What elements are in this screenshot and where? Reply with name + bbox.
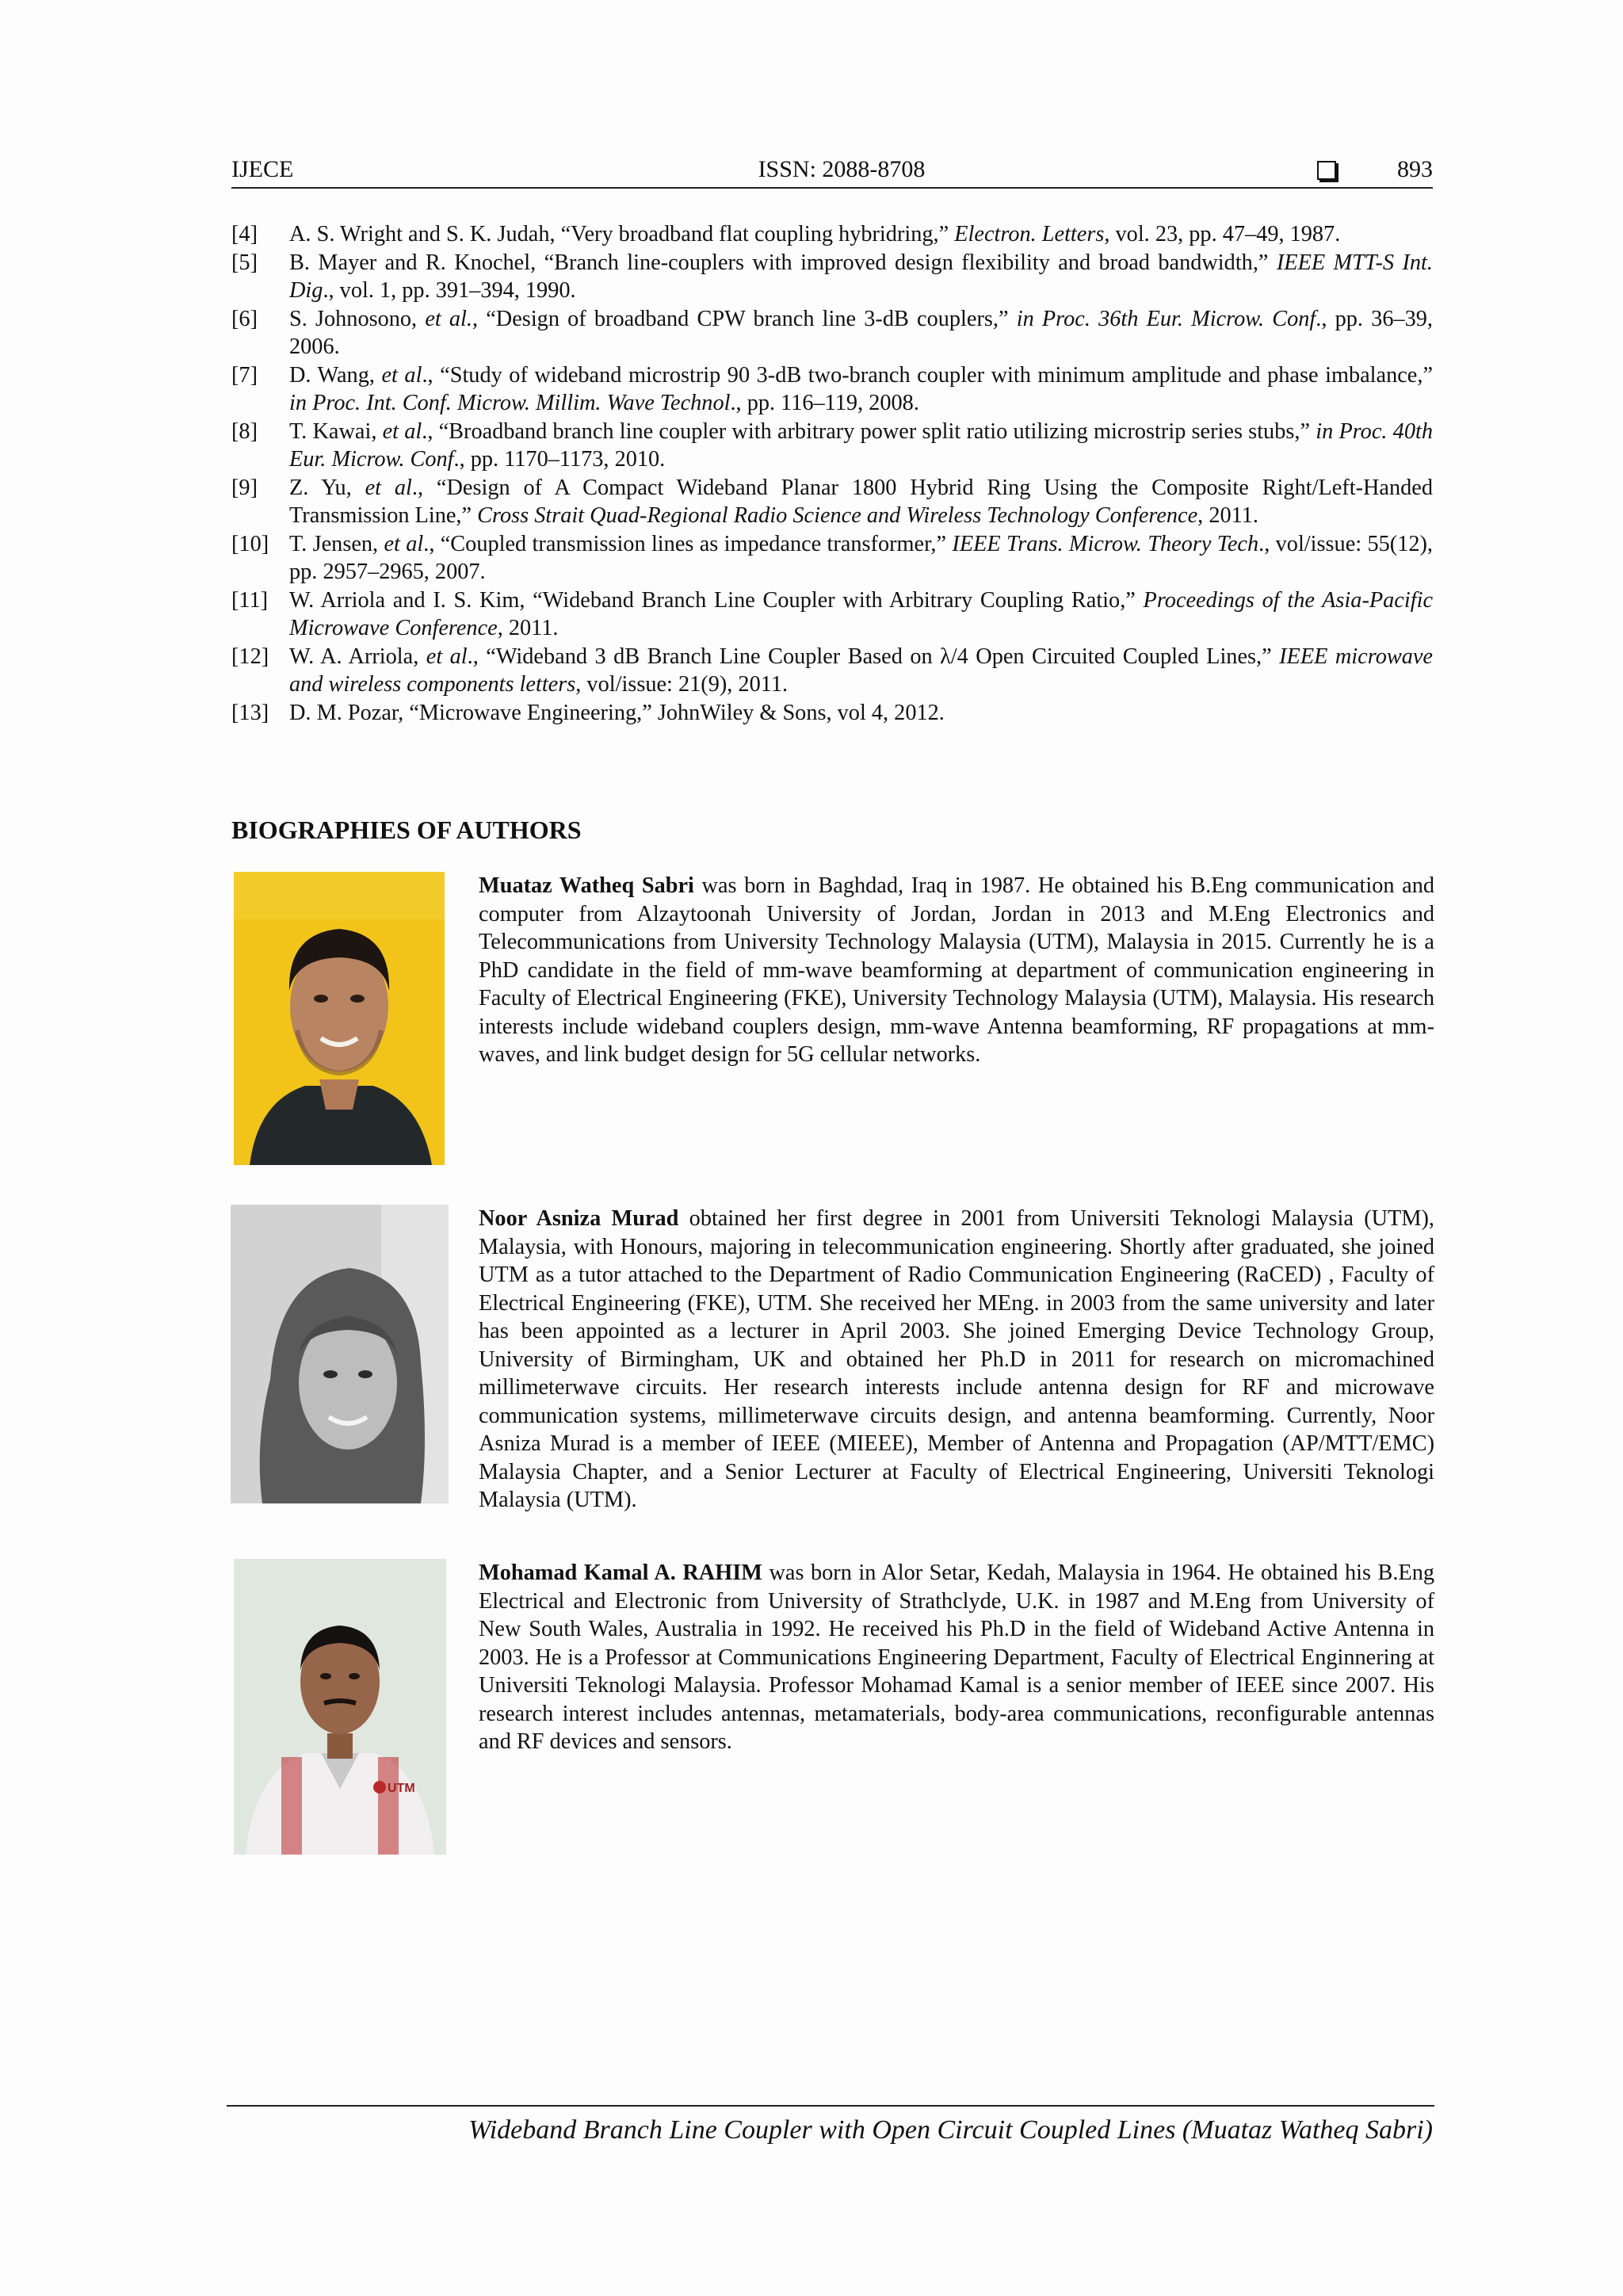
reference-segment: ., “Design of A Compact Wideband Planar 1800 Hybrid Ring Using the Composite Right/Left-Handed Transmission Line,” xyxy=(289,475,1433,528)
uniform-logo-text: UTM xyxy=(388,1782,415,1795)
reference-italic-segment: et al xyxy=(382,418,422,444)
reference-segment: Z. Yu, xyxy=(289,475,365,500)
reference-italic-segment: et al xyxy=(426,644,468,669)
reference-text xyxy=(289,588,1433,641)
reference-segment: , vol/issue: 21(9), 2011. xyxy=(575,672,789,697)
reference-italic-segment: Cross Strait Quad-Regional Radio Science and Wireless Technology Conference xyxy=(477,503,1198,528)
reference-text xyxy=(289,476,1433,529)
author-photo-murad xyxy=(231,1205,449,1503)
reference-item xyxy=(231,699,1433,728)
reference-segment: ., pp. 116–119, 2008. xyxy=(730,391,919,415)
reference-italic-segment: IEEE microwave and wireless components letters xyxy=(289,644,1433,697)
reference-segment: ., “Broadband branch line coupler with arbitrary power split ratio utilizing microstrip series stubs,” xyxy=(422,418,1316,444)
reference-segment: , “Design of broadband CPW branch line 3-dB couplers,” xyxy=(472,306,1017,331)
reference-segment: T. Kawai, xyxy=(289,418,383,444)
reference-segment: W. A. Arriola, xyxy=(289,644,426,669)
reference-italic-segment: et al. xyxy=(425,306,472,331)
reference-number: [11] xyxy=(231,587,269,613)
reference-item xyxy=(231,305,1433,361)
reference-text xyxy=(289,222,1340,246)
reference-italic-segment: et al xyxy=(365,475,412,500)
reference-segment: S. Johnosono, xyxy=(289,306,426,331)
reference-number: [8] xyxy=(231,418,258,444)
reference-segment: W. Arriola and I. S. Kim, “Wideband Branch Line Coupler with Arbitrary Coupling Ratio,” xyxy=(289,587,1144,613)
reference-italic-segment: in Proc. 40th Eur. Microw. Conf xyxy=(289,418,1433,472)
reference-text xyxy=(289,307,1433,360)
reference-item xyxy=(231,474,1433,530)
reference-italic-segment: IEEE MTT-S Int. Dig xyxy=(289,250,1433,303)
reference-number: [7] xyxy=(231,362,258,388)
bio-name: Noor Asniza Murad xyxy=(479,1206,679,1231)
bio-name: Mohamad Kamal A. RAHIM xyxy=(479,1561,762,1585)
reference-number: [10] xyxy=(231,531,269,556)
author-photo-rahim xyxy=(234,1559,446,1855)
reference-segment: , 2011. xyxy=(1197,503,1258,528)
bio-text: obtained her first degree in 2001 from Universiti Teknologi Malaysia (UTM), Malaysia, with Honours, majoring in telecommunication engineering. Shortly after graduated, she joined UTM as a tutor attached to the Department of Radio Communication Engineering (RaCED) , Faculty of Electrical Engineering (FKE), UTM. She received her MEng. in 2003 from the same university and later has been appointed as a lecturer in April 2003. She joined Emerging Device Technology Group, University of Birmingham, UK and obtained her Ph.D in 2011 for research on micromachined millimeterwave circuits. Her research interests include antenna design for RF and microwave communication systems, millimeterwave circuits design, and antenna beamforming. Currently, Noor Asniza Murad is a member of IEEE (MIEEE), Member of Antenna and Propagation (AP/MTT/EMC) Malaysia Chapter, and a Senior Lecturer at Faculty of Electrical Engineering, Universiti Teknologi Malaysia (UTM). xyxy=(479,1206,1435,1512)
reference-segment: ., pp. 36–39, 2006. xyxy=(289,306,1433,359)
reference-italic-segment: in Proc. Int. Conf. Microw. Millim. Wave Technol xyxy=(289,391,731,415)
reference-italic-segment: et al xyxy=(381,362,422,388)
journal-name: IJECE xyxy=(231,156,294,182)
reference-segment: B. Mayer and R. Knochel, “Branch line-couplers with improved design flexibility and broad bandwidth,” xyxy=(289,250,1277,275)
reference-number: [6] xyxy=(231,306,258,331)
reference-italic-segment: in Proc. 36th Eur. Microw. Conf xyxy=(1016,306,1316,331)
bio-name: Muataz Watheq Sabri xyxy=(479,873,694,898)
bio-sabri xyxy=(479,872,1434,1069)
reference-item xyxy=(231,643,1433,699)
reference-text xyxy=(289,644,1433,697)
bio-text: was born in Baghdad, Iraq in 1987. He obtained his B.Eng communication and computer from Alzaytoonah University of Jordan, Jordan in 2013 and M.Eng Electronics and Telecommunications from University Technology Malaysia (UTM), Malaysia in 2015. Currently he is a PhD candidate in the field of mm-wave beamforming at department of communication engineering in Faculty of Electrical Engineering (FKE), University Technology Malaysia (UTM), Malaysia. His research interests include wideband couplers design, mm-wave Antenna beamforming, RF propagations at mm-waves, and link budget design for 5G cellular networks. xyxy=(479,873,1435,1067)
author-photo-sabri xyxy=(234,872,445,1165)
reference-number: [9] xyxy=(231,475,258,500)
reference-segment: ., “Coupled transmission lines as impedance transformer,” xyxy=(423,531,953,556)
reference-number: [4] xyxy=(231,222,258,246)
reference-segment: , 2011. xyxy=(497,616,559,640)
reference-segment: , vol. 23, pp. 47–49, 1987. xyxy=(1104,222,1341,246)
reference-italic-segment: Proceedings of the Asia-Pacific Microwave Conference xyxy=(289,587,1433,640)
reference-text xyxy=(289,419,1433,472)
reference-segment: ., vol/issue: 55(12), pp. 2957–2965, 2007. xyxy=(289,531,1433,584)
reference-item xyxy=(231,249,1433,305)
page-header xyxy=(231,152,1433,189)
reference-italic-segment: et al xyxy=(384,531,424,556)
footer-rule xyxy=(227,2105,1434,2107)
reference-item xyxy=(231,220,1433,249)
reference-text xyxy=(289,250,1433,304)
reference-segment: A. S. Wright and S. K. Judah, “Very broadband flat coupling hybridring,” xyxy=(289,222,955,246)
reference-segment: ., vol. 1, pp. 391–394, 1990. xyxy=(323,278,576,303)
reference-item xyxy=(231,530,1433,586)
bio-rahim xyxy=(479,1559,1434,1756)
reference-number: [5] xyxy=(231,250,258,275)
page-number: 893 xyxy=(1397,156,1433,182)
reference-segment: ., “Study of wideband microstrip 90 3-dB two-branch coupler with minimum amplitude and phase imbalance,” xyxy=(422,362,1433,388)
checkbox-square-icon xyxy=(1317,161,1336,180)
reference-segment: ., pp. 1170–1173, 2010. xyxy=(453,447,666,472)
issn-label: ISSN: 2088-8708 xyxy=(758,156,926,182)
reference-segment: T. Jensen, xyxy=(289,531,384,556)
references-list xyxy=(231,220,1433,727)
bio-text: was born in Alor Setar, Kedah, Malaysia in 1964. He obtained his B.Eng Electrical and Electronic from University of Strathclyde, U.K. in 1987 and M.Eng from University of New South Wales, Australia in 1992. He received his Ph.D in the field of Wideband Active Antenna in 2003. He is a Professor at Communications Engineering Department, Faculty of Electrical Enginnering at Universiti Teknologi Malaysia. Professor Mohamad Kamal is a senior member of IEEE since 2007. His research interest includes antennas, metamaterials, body-area communications, reconfigurable antennas and RF devices and sensors. xyxy=(479,1561,1434,1754)
footer-citation: Wideband Branch Line Coupler with Open Circuit Coupled Lines (Muataz Watheq Sabri) xyxy=(468,2115,1433,2145)
bio-murad xyxy=(479,1205,1434,1515)
reference-item xyxy=(231,586,1433,643)
reference-number: [12] xyxy=(231,644,269,669)
reference-number: [13] xyxy=(231,700,269,725)
reference-text xyxy=(289,701,945,725)
reference-text xyxy=(289,532,1433,585)
reference-segment: D. Wang, xyxy=(289,362,382,388)
reference-segment: D. M. Pozar, “Microwave Engineering,” JohnWiley & Sons, vol 4, 2012. xyxy=(289,700,945,725)
reference-text xyxy=(289,363,1433,416)
reference-italic-segment: Electron. Letters xyxy=(954,222,1105,246)
reference-segment: ., “Wideband 3 dB Branch Line Coupler Based on λ/4 Open Circuited Coupled Lines,” xyxy=(467,644,1280,669)
reference-item xyxy=(231,418,1433,474)
reference-item xyxy=(231,361,1433,418)
biographies-heading: BIOGRAPHIES OF AUTHORS xyxy=(231,816,582,844)
reference-italic-segment: IEEE Trans. Microw. Theory Tech xyxy=(952,531,1259,556)
